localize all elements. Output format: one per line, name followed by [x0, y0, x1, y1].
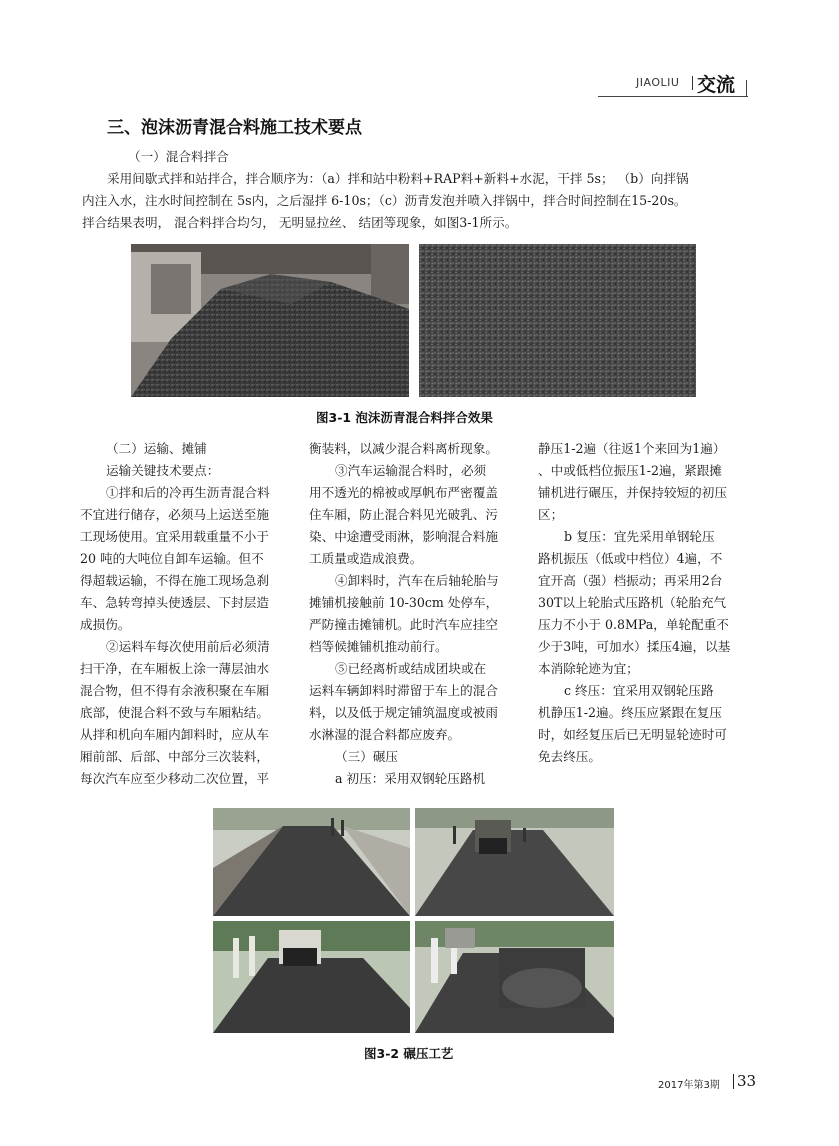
col3-line: 静压1-2遍（往返1个来回为1遍）	[538, 441, 726, 456]
col2-line: ③汽车运输混合料时，必须	[335, 463, 487, 478]
col3-line: 压力不小于 0.8MPa，单轮配重不	[538, 617, 729, 632]
mix-photo-left	[131, 244, 409, 397]
col2-line: 档等候摊铺机推动前行。	[309, 639, 448, 654]
footer-divider	[733, 1074, 734, 1089]
mix-photo-right	[419, 244, 696, 397]
col2-line: 衡装料，以减少混合料离析现象。	[309, 441, 498, 456]
col3-line: 时，如经复压后已无明显轮迹时可	[538, 727, 727, 742]
col1-line: （二）运输、摊铺	[106, 441, 207, 456]
col2-line: ⑤已经离析或结成团块或在	[335, 661, 487, 676]
col3-line: 机静压1-2遍。终压应紧跟在复压	[538, 705, 722, 720]
col2-line: 运料车辆卸料时滞留于车上的混合	[309, 683, 498, 698]
compaction-photo-collage	[213, 808, 614, 1033]
intro-line-3: 拌合结果表明， 混合料拌合均匀， 无明显拉丝、 结团等现象，如图3-1所示。	[82, 215, 518, 230]
col1-line: 扫干净，在车厢板上涂一薄层油水	[80, 661, 269, 676]
col2-line: 摊铺机接触前 10-30cm 处停车，	[309, 595, 499, 610]
col3-line: 路机振压（低或中档位）4遍，不	[538, 551, 723, 566]
col2-line: 用不透光的棉被或厚帆布严密覆盖	[309, 485, 498, 500]
col2-line: 水淋湿的混合料都应废弃。	[309, 727, 461, 742]
col1-line: 车、急转弯掉头使透层、下封层造	[80, 595, 269, 610]
col3-line: b 复压：宜先采用单钢轮压	[564, 529, 715, 544]
section-title: 三、泡沫沥青混合料施工技术要点	[107, 118, 362, 138]
col3-line: 免去终压。	[538, 749, 601, 764]
header-english: JIAOLIU	[636, 76, 680, 89]
running-header	[598, 70, 746, 94]
col1-line: ②运料车每次使用前后必须清	[106, 639, 270, 654]
col1-line: 厢前部、后部、中部分三次装料，	[80, 749, 269, 764]
header-rule	[598, 96, 748, 97]
col1-line: 20 吨的大吨位自卸车运输。但不	[80, 551, 264, 566]
col3-line: 本消除轮迹为宜；	[538, 661, 639, 676]
col1-line: 得超载运输，不得在施工现场急刹	[80, 573, 269, 588]
col3-line: 区；	[538, 507, 564, 522]
page-number: 33	[737, 1072, 757, 1090]
photo-roller-front	[415, 808, 614, 916]
col2-line: （三）碾压	[335, 749, 398, 764]
col1-line: 不宜进行储存，必须马上运送至施	[80, 507, 269, 522]
col1-line: 成损伤。	[80, 617, 131, 632]
subsection-title-mixing: （一）混合料拌合	[128, 149, 229, 164]
intro-line-2: 内注入水，注水时间控制在 5s内，之后湿拌 6-10s；（c）沥青发泡并喷入拌锅中，拌合时间控制在15-20s。	[82, 193, 687, 208]
col3-line: 铺机进行碾压，并保持较短的初压	[538, 485, 727, 500]
photo-roller-close	[415, 921, 614, 1033]
col2-line: 染、中途遭受雨淋，影响混合料施	[309, 529, 498, 544]
col1-line: 底部，使混合料不致与车厢粘结。	[80, 705, 269, 720]
body-column-2	[309, 438, 522, 790]
col1-line: 每次汽车应至少移动二次位置，平	[80, 771, 269, 786]
header-divider	[692, 76, 693, 90]
body-column-3	[538, 438, 751, 768]
issue-label: 2017年第3期	[658, 1080, 720, 1091]
col3-line: 30T以上轮胎式压路机（轮胎充气	[538, 595, 727, 610]
body-column-1	[80, 438, 293, 790]
header-chinese: 交流	[697, 74, 736, 96]
col1-line: 工现场使用。宜采用载重量不小于	[80, 529, 269, 544]
col2-line: 料，以及低于规定铺筑温度或被雨	[309, 705, 498, 720]
col3-line: 、中或低档位振压1-2遍，紧跟摊	[538, 463, 722, 478]
col1-line: 混合物，但不得有余液积聚在车厢	[80, 683, 269, 698]
col2-line: 住车厢，防止混合料见光破乳、污	[309, 507, 498, 522]
photo-paving-road	[213, 808, 410, 916]
col3-line: 宜开高（强）档振动；再采用2台	[538, 573, 723, 588]
figure-3-2-caption: 图3-2 碾压工艺	[364, 1046, 454, 1061]
col1-line: 从拌和机向车厢内卸料时，应从车	[80, 727, 269, 742]
col3-line: c 终压：宜采用双钢轮压路	[564, 683, 714, 698]
col3-line: 少于3吨，可加水）揉压4遍，以基	[538, 639, 731, 654]
col2-line: 严防撞击摊铺机。此时汽车应挂空	[309, 617, 498, 632]
col2-line: ④卸料时，汽车在后轴轮胎与	[335, 573, 499, 588]
col2-line: 工质量或造成浪费。	[309, 551, 423, 566]
header-tick	[746, 80, 747, 96]
intro-line-1: 采用间歇式拌和站拌合，拌合顺序为：（a）拌和站中粉料+RAP料+新料+水泥，干拌 5s； （b）向拌锅	[107, 171, 689, 186]
col1-line: ①拌和后的冷再生沥青混合料	[106, 485, 270, 500]
figure-3-1-caption: 图3-1 泡沫沥青混合料拌合效果	[316, 410, 493, 425]
photo-rollers-workers	[213, 921, 410, 1033]
col1-line: 运输关键技术要点：	[106, 463, 220, 478]
col2-line: a 初压：采用双钢轮压路机	[335, 771, 486, 786]
